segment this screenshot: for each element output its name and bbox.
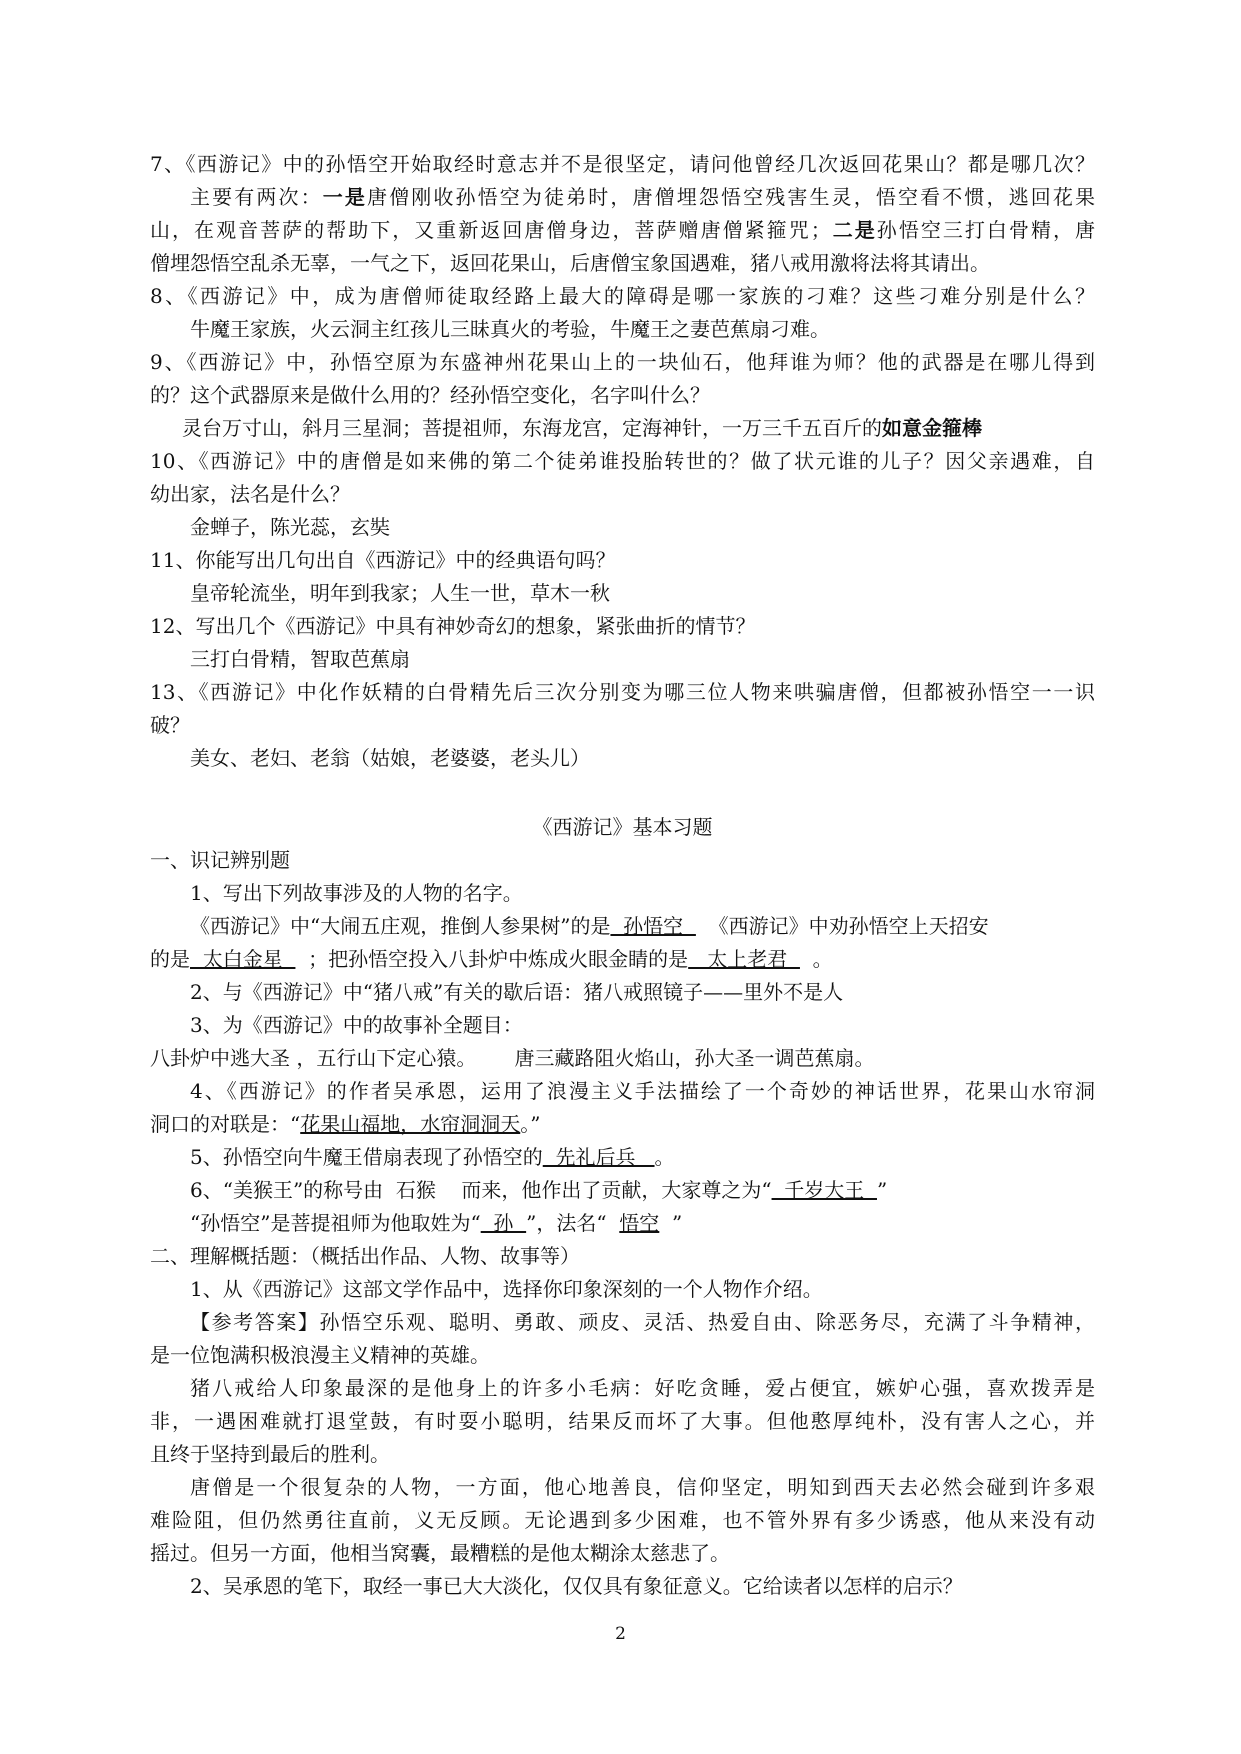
answer-bajie-line-2: 非，一遇困难就打退堂鼓，有时耍小聪明，结果反而坏了大事。但他憨厚纯朴，没有害人之心，并 [150,1409,1095,1433]
answer-bajie-line-1: 猪八戒给人印象最深的是他身上的许多小毛病：好吃贪睡，爱占便宜，嫉妒心强，喜欢拨弄是 [190,1376,1095,1400]
question-8: 8、《西游记》中，成为唐僧师徒取经路上最大的障碍是哪一家族的刁难？这些刁难分别是什么？ [150,284,1095,308]
answer-13: 美女、老妇、老翁（姑娘，老婆婆，老头儿） [190,746,590,770]
question-11: 11、你能写出几句出自《西游记》中的经典语句吗？ [150,548,616,572]
answer-8: 牛魔王家族，火云洞主红孩儿三昧真火的考验，牛魔王之妻芭蕉扇刁难。 [190,317,830,341]
exercise-2-1: 1、从《西游记》这部文学作品中，选择你印象深刻的一个人物作介绍。 [190,1277,823,1301]
answer-wukong-line-1: 【参考答案】孙悟空乐观、聪明、勇敢、顽皮、灵活、热爱自由、除恶务尽，充满了斗争精神， [190,1310,1095,1334]
question-9-line-2: 的？这个武器原来是做什么用的？经孙悟空变化，名字叫什么？ [150,383,710,407]
section-spacer [150,775,1095,811]
blank-answer: 太白金星 [190,947,296,971]
question-13-line-1: 13、《西游记》中化作妖精的白骨精先后三次分别变为哪三位人物来哄骗唐僧，但都被孙悟空一一识 [150,680,1095,704]
exercise-4-line-1: 4、《西游记》的作者吴承恩，运用了浪漫主义手法描绘了一个奇妙的神话世界，花果山水帘洞 [190,1079,1095,1103]
question-12: 12、写出几个《西游记》中具有神妙奇幻的想象，紧张曲折的情节？ [150,614,756,638]
page-number: 2 [615,1624,626,1644]
blank-answer: 先礼后兵 [542,1145,655,1169]
question-10-line-2: 幼出家，法名是什么？ [150,482,350,506]
section-title: 《西游记》基本习题 [532,815,713,839]
exercise-1: 1、写出下列故事涉及的人物的名字。 [190,881,523,905]
blank-answer: 悟空 [619,1211,660,1235]
exercise-4-line-2: 洞口的对联是：“花果山福地，水帘洞洞天。” [150,1112,541,1136]
answer-7-line-2: 山，在观音菩萨的帮助下，又重新返回唐僧身边，菩萨赠唐僧紧箍咒；二是孙悟空三打白骨精，唐 [150,218,1096,242]
blank-answer: 太上老君 [688,947,800,971]
blank-answer: 千岁大王 [771,1178,877,1202]
answer-7-line-1: 主要有两次：一是唐僧刚收孙悟空为徒弟时，唐僧埋怨悟空残害生灵，悟空看不惯，逃回花果 [190,185,1095,209]
answer-11: 皇帝轮流坐，明年到我家；人生一世，草木一秋 [190,581,610,605]
exercise-2: 2、与《西游记》中“猪八戒”有关的歇后语：猪八戒照镜子——里外不是人 [190,980,844,1004]
exercise-2-2: 2、吴承恩的笔下，取经一事已大大淡化，仅仅具有象征意义。它给读者以怎样的启示？ [190,1574,963,1598]
part-2-heading: 二、理解概括题：（概括出作品、人物、故事等） [150,1244,580,1268]
blank-answer: 孙 [480,1211,527,1235]
exercise-1-line-1: 《西游记》中“大闹五庄观，推倒人参果树”的是 孙悟空 《西游记》中劝孙悟空上天招安 [190,914,989,938]
answer-7-line-3: 僧埋怨悟空乱杀无辜，一气之下，返回花果山，后唐僧宝象国遇难，猪八戒用激将法将其请出。 [150,251,990,275]
exercise-6-line-1: 6、“美猴王”的称号由 石猴 而来，他作出了贡献，大家尊之为“ 千岁大王 ” [190,1178,888,1202]
answer-9: 灵台万寸山，斜月三星洞；菩提祖师，东海龙宫，定海神针，一万三千五百斤的如意金箍棒 [182,416,982,440]
exercise-1-line-2: 的是 太白金星 ；把孙悟空投入八卦炉中炼成火眼金睛的是 太上老君 。 [150,947,833,971]
answer-tangseng-line-1: 唐僧是一个很复杂的人物，一方面，他心地善良，信仰坚定，明知到西天去必然会碰到许多艰 [190,1475,1095,1499]
exercise-5: 5、孙悟空向牛魔王借扇表现了孙悟空的 先礼后兵 。 [190,1145,675,1169]
blank-answer: 花果山福地，水帘洞洞天 [300,1112,521,1136]
part-1-heading: 一、识记辨别题 [150,848,290,872]
question-9-line-1: 9、《西游记》中，孙悟空原为东盛神州花果山上的一块仙石，他拜谁为师？他的武器是在哪儿得到 [150,350,1095,374]
answer-wukong-line-2: 是一位饱满积极浪漫主义精神的英雄。 [150,1343,490,1367]
blank-answer: 孙悟空 [610,914,696,938]
answer-bajie-line-3: 且终于坚持到最后的胜利。 [150,1442,390,1466]
question-13-line-2: 破？ [150,713,190,737]
answer-tangseng-line-3: 摇过。但另一方面，他相当窝囊，最糟糕的是他太糊涂太慈悲了。 [150,1541,730,1565]
exercise-3: 3、为《西游记》中的故事补全题目： [190,1013,523,1037]
answer-tangseng-line-2: 难险阻，但仍然勇往直前，义无反顾。无论遇到多少困难，也不管外界有多少诱惑，他从来没有动 [150,1508,1095,1532]
question-7: 7、《西游记》中的孙悟空开始取经时意志并不是很坚定，请问他曾经几次返回花果山？都是哪几次？ [150,152,1095,176]
exercise-3-answer: 八卦炉中逃大圣 ，五行山下定心猿。 唐三藏路阻火焰山，孙大圣一调芭蕉扇。 [150,1046,875,1070]
exercise-6-line-2: “孙悟空”是菩提祖师为他取姓为“ 孙 ”，法名“ 悟空 ” [190,1211,683,1235]
question-10-line-1: 10、《西游记》中的唐僧是如来佛的第二个徒弟谁投胎转世的？做了状元谁的儿子？因父亲遇难，自 [150,449,1095,473]
answer-10: 金蝉子，陈光蕊，玄奘 [190,515,390,539]
answer-12: 三打白骨精，智取芭蕉扇 [190,647,410,671]
document-body [150,148,1095,1603]
